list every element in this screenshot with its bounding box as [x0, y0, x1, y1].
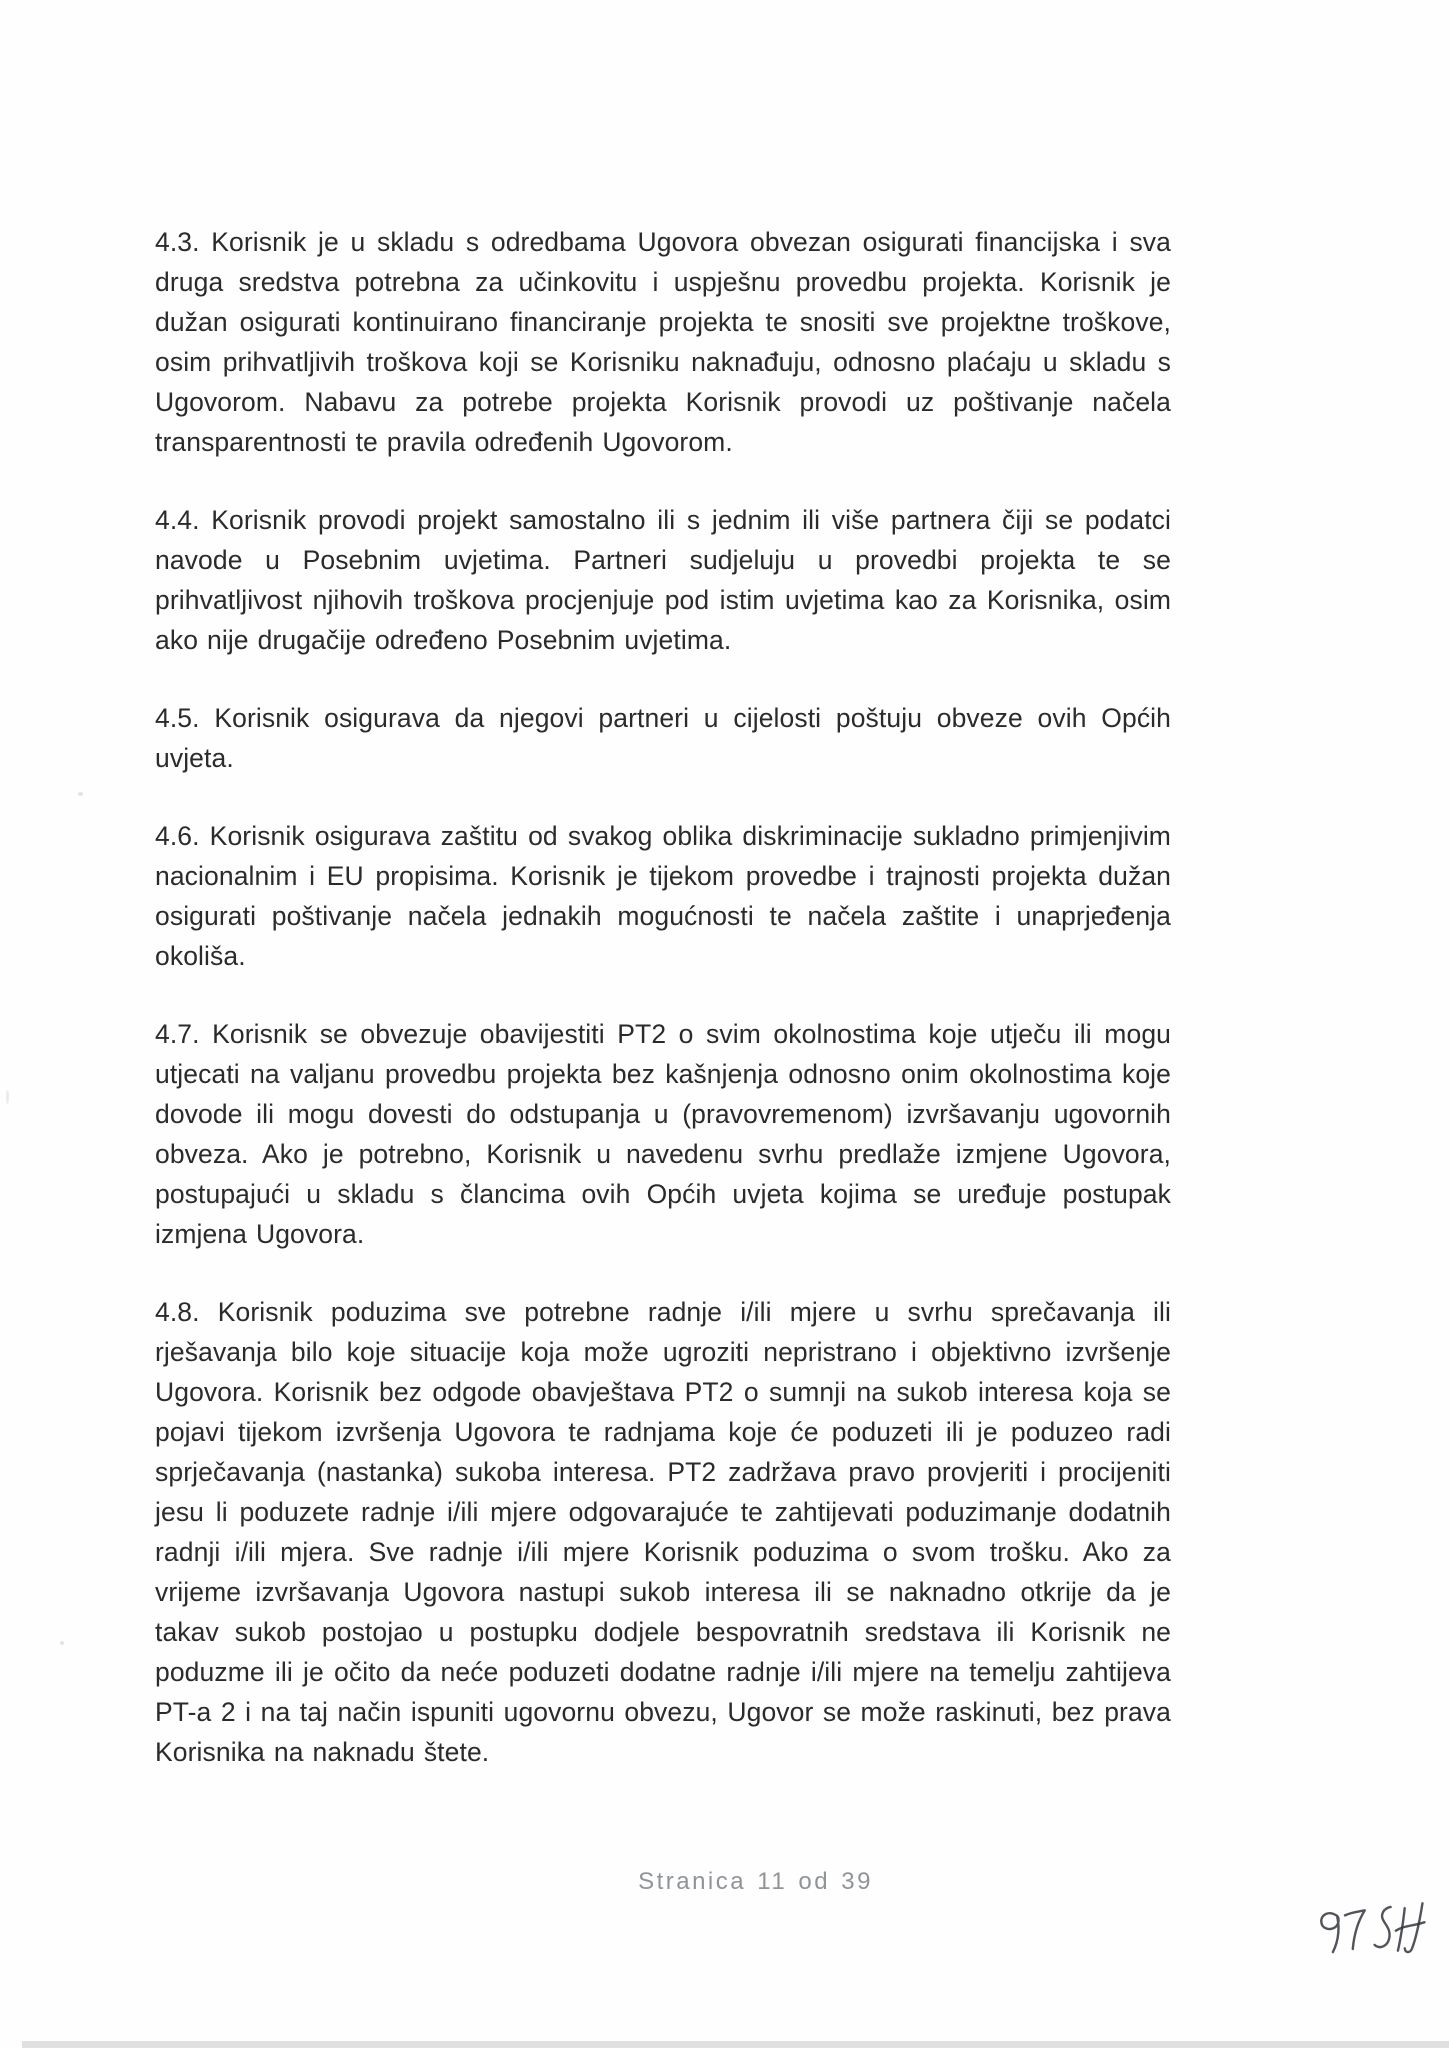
clause-4-7: 4.7. Korisnik se obvezuje obavijestiti PT2 o svim okolnostima koje utječu ili mogu utjecati na valjanu provedbu projekta bez kašnjenja odnosno onim okolnostima koje dovode ili mogu dovesti do odstupanja u (pravovremenom) izvršavanju ugovornih obveza. Ako je potrebno, Korisnik u navedenu svrhu predlaže izmjene Ugovora, postupajući u skladu s člancima ovih Općih uvjeta kojima se uređuje postupak izmjena Ugovora.	[155, 1019, 1171, 1249]
scan-speckle	[6, 1090, 9, 1104]
handwritten-initials-strokes	[1310, 1899, 1433, 1969]
clause-4-8: 4.8. Korisnik poduzima sve potrebne radnje i/ili mjere u svrhu sprečavanja ili rješavanja bilo koje situacije koja može ugroziti nepristrano i objektivno izvršenje Ugovora. Korisnik bez odgode obavještava PT2 o sumnji na sukob interesa koja se pojavi tijekom izvršenja Ugovora te radnjama koje će poduzeti ili je poduzeo radi sprječavanja (nastanka) sukoba interesa. PT2 zadržava pravo provjeriti i procijeniti jesu li poduzete radnje i/ili mjere odgovarajuće te zahtijevati poduzimanje dodatnih radnji i/ili mjera. Sve radnje i/ili mjere Korisnik poduzima o svom trošku. Ako za vrijeme izvršavanja Ugovora nastupi sukob interesa ili se naknadno otkrije da je takav sukob postojao u postupku dodjele bespovratnih sredstava ili Korisnik ne poduzme ili je očito da neće poduzeti dodatne radnje i/ili mjere na temelju zahtijeva PT-a 2 i na taj način ispuniti ugovornu obvezu, Ugovor se može raskinuti, bez prava Korisnika na naknadu štete.	[155, 1297, 1171, 1767]
handwritten-initials	[1310, 1899, 1433, 1969]
scan-speckle	[60, 1641, 64, 1645]
scan-edge-artifact	[22, 2041, 1449, 2048]
contract-body	[155, 222, 1171, 1772]
page-number-footer: Stranica 11 od 39	[638, 1868, 873, 1895]
clause-4-5: 4.5. Korisnik osigurava da njegovi partneri u cijelosti poštuju obveze ovih Općih uvjeta.	[155, 703, 1171, 773]
clause-4-6: 4.6. Korisnik osigurava zaštitu od svakog oblika diskriminacije sukladno primjenjivim nacionalnim i EU propisima. Korisnik je tijekom provedbe i trajnosti projekta dužan osigurati poštivanje načela jednakih mogućnosti te načela zaštite i unaprjeđenja okoliša.	[155, 821, 1171, 971]
clause-4-3: 4.3. Korisnik je u skladu s odredbama Ugovora obvezan osigurati financijska i sva druga sredstva potrebna za učinkovitu i uspješnu provedbu projekta. Korisnik je dužan osigurati kontinuirano financiranje projekta te snositi sve projektne troškove, osim prihvatljivih troškova koji se Korisniku naknađuju, odnosno plaćaju u skladu s Ugovorom. Nabavu za potrebe projekta Korisnik provodi uz poštivanje načela transparentnosti te pravila određenih Ugovorom.	[155, 227, 1171, 457]
clause-4-4: 4.4. Korisnik provodi projekt samostalno ili s jednim ili više partnera čiji se podatci navode u Posebnim uvjetima. Partneri sudjeluju u provedbi projekta te se prihvatljivost njihovih troškova procjenjuje pod istim uvjetima kao za Korisnika, osim ako nije drugačije određeno Posebnim uvjetima.	[155, 505, 1171, 655]
scan-speckle	[78, 792, 83, 796]
